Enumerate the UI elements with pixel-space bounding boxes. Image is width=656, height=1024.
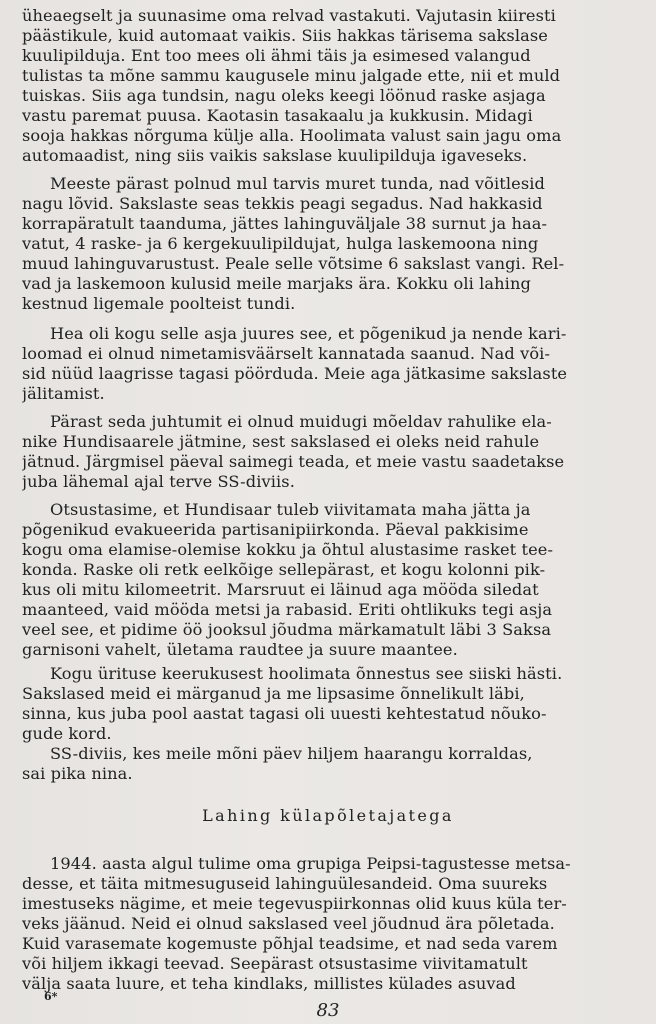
text-line: SS-diviis, kes meile mõni päev hiljem haarangu korraldas,	[50, 744, 533, 763]
text-line: Hea oli kogu selle asja juures see, et põgenikud ja nende kari-	[50, 324, 567, 343]
text-line: sid nüüd laagrisse tagasi pöörduda. Meie aga jätkasime sakslaste	[22, 364, 568, 383]
text-line: korrapäratult taanduma, jättes lahinguväljale 38 surnut ja haa-	[22, 214, 548, 233]
text-line: Kuid varasemate kogemuste põhjal teadsime, et nad seda varem	[22, 934, 558, 953]
text-line: muud lahinguvarustust. Peale selle võtsime 6 sakslast vangi. Rel-	[22, 254, 565, 273]
text-line: vatut, 4 raske- ja 6 kergekuulipildujat, hulga laskemoona ning	[22, 234, 539, 253]
text-line: kus oli mitu kilomeetrit. Marsruut ei läinud aga mööda siledat	[22, 580, 539, 599]
signature-mark: 6*	[44, 990, 58, 1003]
text-line: konda. Raske oli retk eelkõige sellepärast, et kogu kolonni pik-	[22, 560, 546, 579]
text-line: nagu lõvid. Sakslaste seas tekkis peagi segadus. Nad hakkasid	[22, 194, 543, 213]
text-line: loomad ei olnud nimetamisväärselt kannatada saanud. Nad või-	[22, 344, 551, 363]
text-line: kuulipilduja. Ent too mees oli ähmi täis ja esimesed valangud	[22, 46, 531, 65]
text-line: tuiskas. Siis aga tundsin, nagu oleks keegi löönud raske asjaga	[22, 86, 546, 105]
text-line: Otsustasime, et Hundisaar tuleb viivitamata maha jätta ja	[50, 500, 531, 519]
text-line: juba lähemal ajal terve SS-diviis.	[22, 472, 295, 491]
text-line: kogu oma elamise-olemise kokku ja õhtul alustasime rasket tee-	[22, 540, 554, 559]
text-line: veks jäänud. Neid ei olnud sakslased veel jõudnud ära põletada.	[22, 914, 555, 933]
text-line: sai pika nina.	[22, 764, 133, 783]
text-line: desse, et täita mitmesuguseid lahinguülesandeid. Oma suureks	[22, 874, 548, 893]
text-line: päästikule, kuid automaat vaikis. Siis hakkas tärisema sakslase	[22, 26, 548, 45]
text-line: automaadist, ning siis vaikis sakslase kuulipilduja igaveseks.	[22, 146, 528, 165]
text-line: maanteed, vaid mööda metsi ja rabasid. Eriti ohtlikuks tegi asja	[22, 600, 553, 619]
text-line: jälitamist.	[22, 384, 105, 403]
text-line: sooja hakkas nõrguma külje alla. Hoolimata valust sain jagu oma	[22, 126, 562, 145]
text-line: või hiljem ikkagi teevad. Seepärast otsustasime viivitamatult	[22, 954, 528, 973]
text-line: Pärast seda juhtumit ei olnud muidugi mõeldav rahulike ela-	[50, 412, 552, 431]
text-line: põgenikud evakueerida partisanipiirkonda. Päeval pakkisime	[22, 520, 529, 539]
page-number: 83	[316, 1000, 340, 1021]
text-line: 1944. aasta algul tulime oma grupiga Peipsi-tagustesse metsa-	[50, 854, 571, 873]
text-line: Kogu ürituse keerukusest hoolimata õnnestus see siiski hästi.	[50, 664, 563, 683]
text-line: jätnud. Järgmisel päeval saimegi teada, et meie vastu saadetakse	[22, 452, 565, 471]
text-line: gude kord.	[22, 724, 112, 743]
text-line: Sakslased meid ei märganud ja me lipsasime õnnelikult läbi,	[22, 684, 525, 703]
text-line: garnisoni vahelt, ületama raudtee ja suure maantee.	[22, 640, 458, 659]
text-line: veel see, et pidime öö jooksul jõudma märkamatult läbi 3 Saksa	[22, 620, 552, 639]
text-line: üheaegselt ja suunasime oma relvad vastakuti. Vajutasin kiiresti	[22, 6, 556, 25]
text-line: nike Hundisaarele jätmine, sest sakslased ei oleks neid rahule	[22, 432, 540, 451]
text-line: kestnud ligemale poolteist tundi.	[22, 294, 296, 313]
text-line: välja saata luure, et teha kindlaks, millistes külades asuvad	[22, 974, 516, 993]
section-heading: Lahing külapõletajatega	[202, 806, 454, 825]
text-line: vad ja laskemoon kulusid meile marjaks ära. Kokku oli lahing	[22, 274, 531, 293]
text-line: tulistas ta mõne sammu kaugusele minu jalgade ette, nii et muld	[22, 66, 561, 85]
text-line: vastu paremat puusa. Kaotasin tasakaalu ja kukkusin. Midagi	[22, 106, 533, 125]
text-line: sinna, kus juba pool aastat tagasi oli uuesti kehtestatud nõuko-	[22, 704, 547, 723]
text-line: Meeste pärast polnud mul tarvis muret tunda, nad võitlesid	[50, 174, 546, 193]
text-line: imestuseks nägime, et meie tegevuspiirkonnas olid kuus küla ter-	[22, 894, 567, 913]
